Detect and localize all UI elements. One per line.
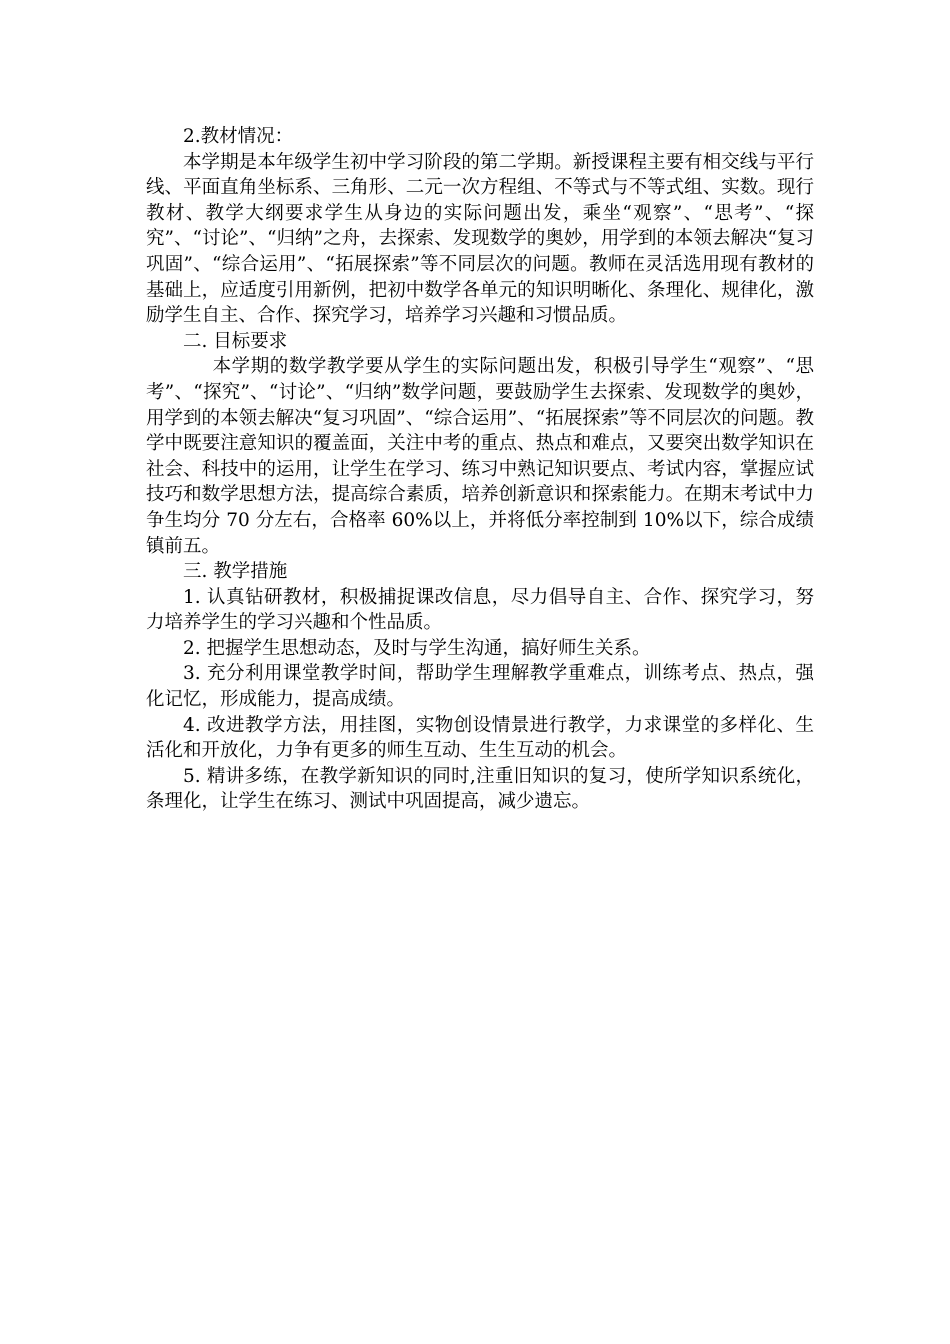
goals-heading: 二. 目标要求: [183, 330, 288, 352]
measure-item-4: 4. 改进教学方法，用挂图，实物创设情景进行教学，力求课堂的多样化、生活化和开放化，力争有更多的师生互动、生生互动的机会。: [146, 714, 814, 762]
measures-heading: 三. 教学措施: [183, 561, 288, 583]
materials-heading: 2.教材情况：: [183, 126, 294, 147]
measure-item-2: 2. 把握学生思想动态，及时与学生沟通，搞好师生关系。: [183, 637, 651, 659]
goals-paragraph: 本学期的数学教学要从学生的实际问题出发，积极引导学生“观察”、“思考”、“探究”、“讨论”、“归纳”数学问题，要鼓励学生去探索、发现数学的奥妙，用学到的本领去解决“复习巩固”、“综合运用”、“拓展探索”等不同层次的问题。教学中既要注意知识的覆盖面，关注中考的重点、热点和难点，又要突出数学知识在社会、科技中的运用，让学生在学习、练习中熟记知识要点、考试内容，掌握应试技巧和数学思想方法，提高综合素质，培养创新意识和探索能力。在期末考试中力争生均分 70 分左右，合格率 60%以上，并将低分率控制到 10%以下，综合成绩镇前五。: [146, 356, 814, 557]
document-body: [146, 124, 814, 815]
measure-item-5: 5. 精讲多练，在教学新知识的同时,注重旧知识的复习，使所学知识系统化，条理化，让学生在练习、测试中巩固提高，减少遗忘。: [146, 765, 814, 813]
measure-item-1: 1. 认真钻研教材，积极捕捉课改信息，尽力倡导自主、合作、探究学习，努力培养学生的学习兴趣和个性品质。: [146, 586, 814, 634]
materials-paragraph: 本学期是本年级学生初中学习阶段的第二学期。新授课程主要有相交线与平行线、平面直角坐标系、三角形、二元一次方程组、不等式与不等式组、实数。现行教材、教学大纲要求学生从身边的实际问题出发，乘坐“观察”、“思考”、“探究”、“讨论”、“归纳”之舟，去探索、发现数学的奥妙，用学到的本领去解决“复习巩固”、“综合运用”、“拓展探索”等不同层次的问题。教师在灵活选用现有教材的基础上，应适度引用新例，把初中数学各单元的知识明晰化、条理化、规律化，激励学生自主、合作、探究学习，培养学习兴趣和习惯品质。: [146, 151, 814, 327]
measure-item-3: 3. 充分利用课堂教学时间，帮助学生理解教学重难点，训练考点、热点，强化记忆，形成能力，提高成绩。: [146, 663, 814, 711]
